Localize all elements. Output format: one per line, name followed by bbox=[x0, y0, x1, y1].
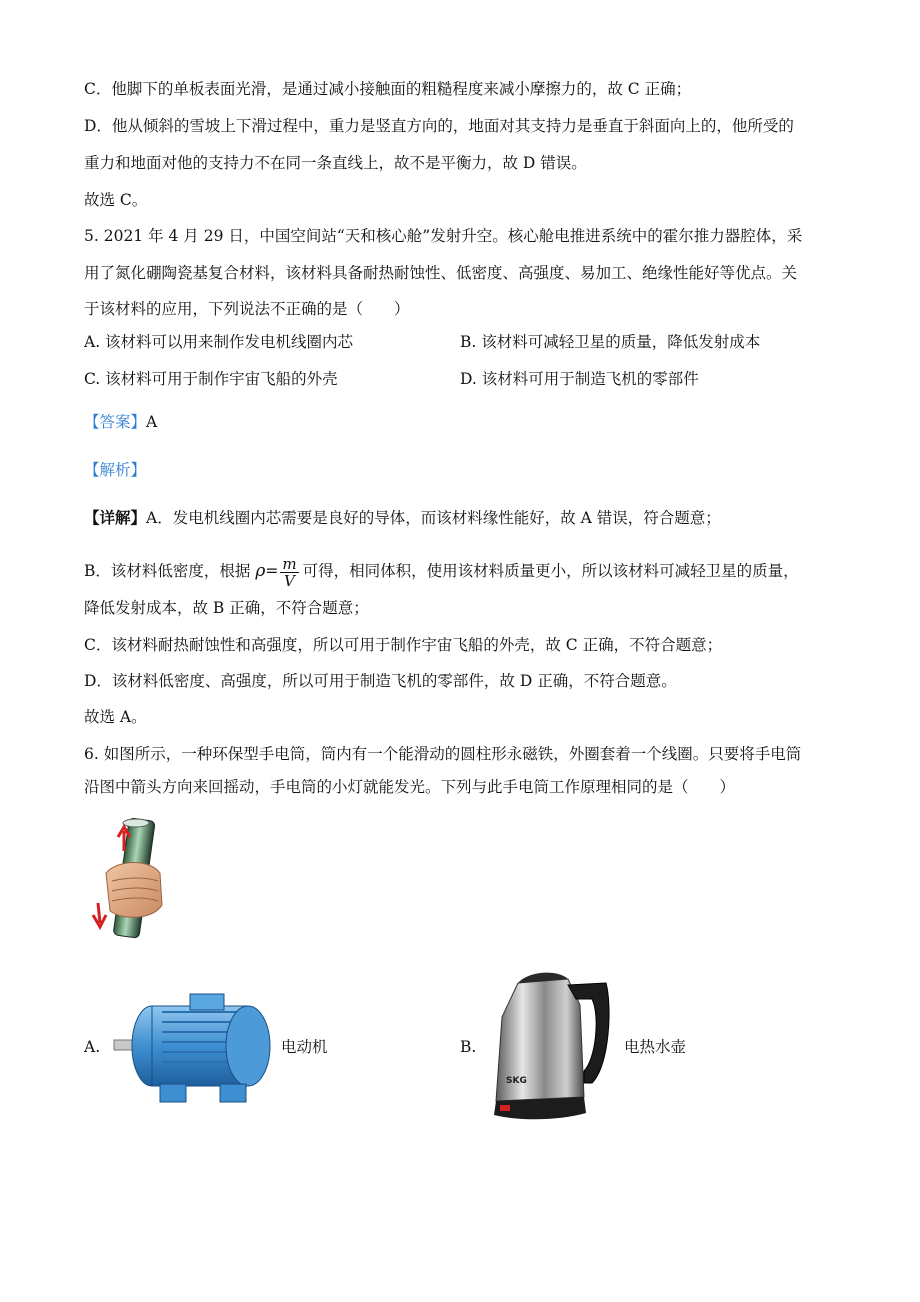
shake-flashlight-figure bbox=[88, 815, 168, 943]
detail-b-post: 可得，相同体积，使用该材料质量更小，所以该材料可减轻卫星的质量， bbox=[302, 562, 799, 580]
q5-detail-d: D．该材料低密度、高强度，所以可用于制造飞机的零部件，故 D 正确，不符合题意。 bbox=[84, 672, 677, 690]
kettle-illustration bbox=[488, 965, 614, 1127]
q6-option-a-letter: A. bbox=[84, 1038, 101, 1056]
q5-option-b: B. 该材料可减轻卫星的质量，降低发射成本 bbox=[460, 333, 761, 351]
q5-detail-a bbox=[84, 507, 721, 529]
q5-detail-c: C．该材料耐热耐蚀性和高强度，所以可用于制作宇宙飞船的外壳，故 C 正确，不符合题意； bbox=[84, 636, 723, 654]
answer-tag: 【答案】 bbox=[84, 413, 147, 431]
q5-detail-b-line2: 降低发射成本，故 B 正确，不符合题意； bbox=[84, 599, 369, 617]
detail-a-text: A．发电机线圈内芯需要是良好的导体，而该材料缘性能好，故 A 错误，符合题意； bbox=[146, 509, 721, 527]
detail-b-pre: B．该材料低密度，根据 bbox=[84, 562, 251, 580]
detail-tag: 【详解】 bbox=[84, 508, 147, 527]
q5-choice: 故选 A。 bbox=[84, 708, 147, 726]
flashlight-illustration bbox=[88, 815, 168, 943]
q6-stem-line2: 沿图中箭头方向来回摇动，手电筒的小灯就能发光。下列与此手电筒工作原理相同的是（ ） bbox=[84, 778, 736, 796]
electric-motor-figure bbox=[112, 990, 274, 1106]
prev-option-d-line2: 重力和地面对他的支持力不在同一条直线上，故不是平衡力，故 D 错误。 bbox=[84, 154, 587, 172]
q5-detail-b-line1 bbox=[84, 553, 799, 589]
density-formula-fraction bbox=[280, 556, 298, 589]
q5-analysis-tag bbox=[84, 459, 146, 481]
q6-option-a-label: 电动机 bbox=[281, 1038, 328, 1056]
q5-stem-line2: 用了氮化硼陶瓷基复合材料，该材料具备耐热耐蚀性、低密度、高强度、易加工、绝缘性能好等优点。关 bbox=[84, 264, 798, 282]
kettle-brand-logo: SKG bbox=[506, 1076, 527, 1086]
q6-option-b-label: 电热水壶 bbox=[624, 1038, 687, 1056]
prev-choice: 故选 C。 bbox=[84, 191, 148, 209]
formula-denominator: V bbox=[284, 571, 295, 590]
q6-option-b-letter: B. bbox=[460, 1038, 477, 1056]
answer-value: A bbox=[146, 413, 158, 431]
formula-rho: ρ bbox=[255, 561, 266, 581]
prev-option-d-line1: D．他从倾斜的雪坡上下滑过程中，重力是竖直方向的，地面对其支持力是垂直于斜面向上的，他所受的 bbox=[84, 117, 794, 135]
q5-option-d: D. 该材料可用于制造飞机的零部件 bbox=[460, 370, 699, 388]
prev-option-c: C．他脚下的单板表面光滑，是通过减小接触面的粗糙程度来减小摩擦力的，故 C 正确； bbox=[84, 80, 692, 98]
q5-option-a: A. 该材料可以用来制作发电机线圈内芯 bbox=[84, 333, 354, 351]
q5-stem-line3: 于该材料的应用，下列说法不正确的是（ ） bbox=[84, 300, 410, 318]
formula-numerator: m bbox=[282, 554, 297, 573]
q5-option-c: C. 该材料可用于制作宇宙飞船的外壳 bbox=[84, 370, 338, 388]
electric-kettle-figure bbox=[488, 965, 614, 1127]
formula-equals: = bbox=[265, 562, 279, 580]
q5-stem-line1: 5. 2021 年 4 月 29 日，中国空间站“天和核心舱”发射升空。核心舱电推进系统中的霍尔推力器腔体，采 bbox=[84, 227, 803, 245]
q5-answer bbox=[84, 411, 157, 433]
q6-stem-line1: 6. 如图所示，一种环保型手电筒，筒内有一个能滑动的圆柱形永磁铁，外圈套着一个线圈。只要将手电筒 bbox=[84, 745, 802, 763]
motor-illustration bbox=[112, 990, 274, 1106]
analysis-tag: 【解析】 bbox=[84, 461, 147, 479]
down-arrow-icon bbox=[93, 903, 106, 927]
